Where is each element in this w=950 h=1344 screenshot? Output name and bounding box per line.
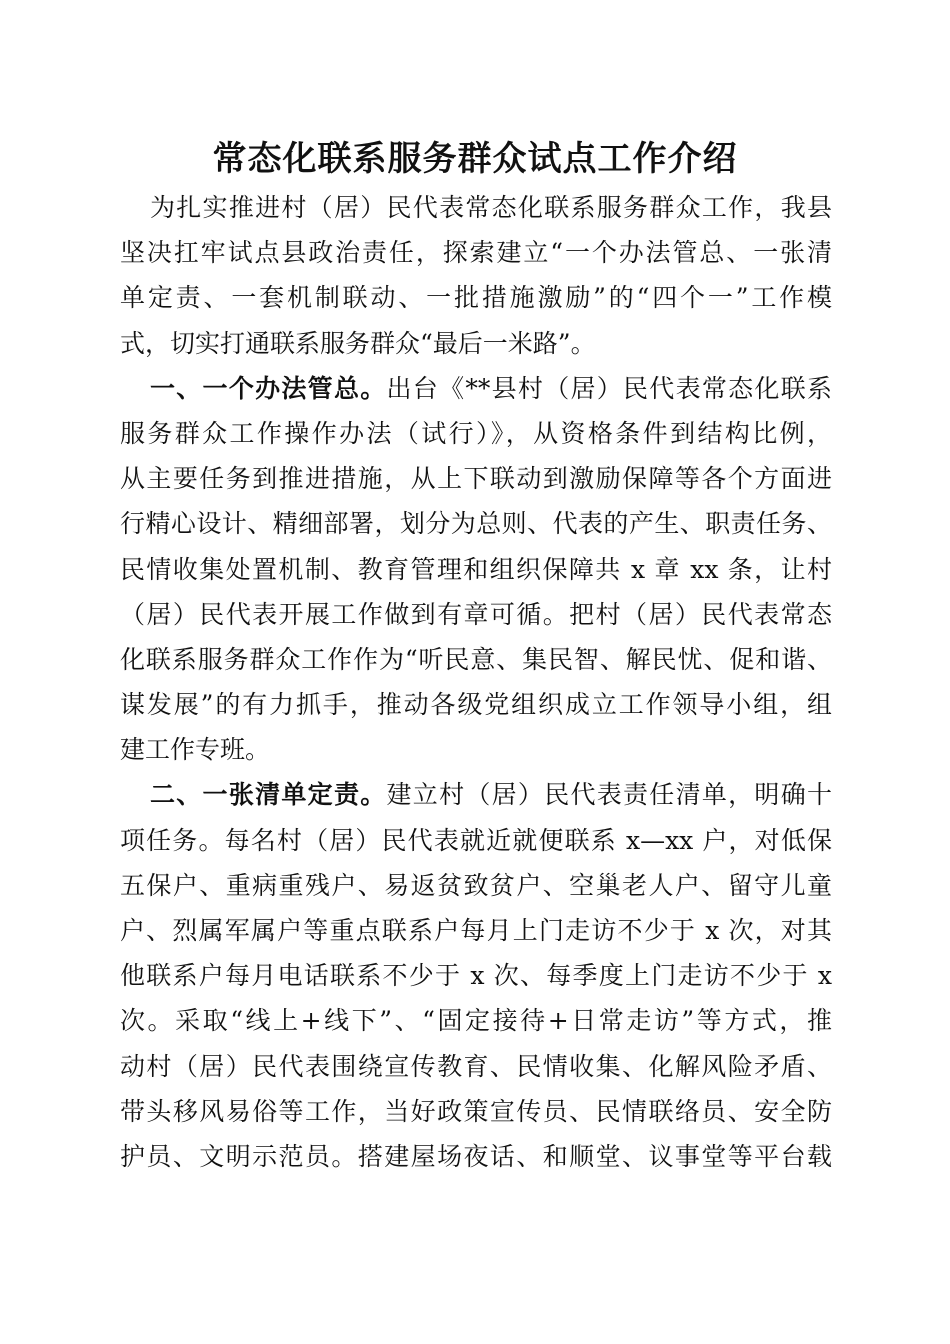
text-line	[120, 456, 832, 501]
paragraph	[120, 366, 832, 773]
text-line	[120, 772, 832, 817]
line-text: 户、烈属军属户等重点联系户每月上门走访不少于 x 次，对其	[120, 916, 832, 945]
text-line	[120, 818, 832, 863]
paragraph	[120, 772, 832, 1179]
line-text: 单定责、一套机制联动、一批措施激励”的“四个一”工作模	[120, 283, 832, 313]
line-text: 建工作专班。	[120, 735, 271, 765]
line-text: （居）民代表开展工作做到有章可循。把村（居）民代表常态	[120, 599, 832, 629]
text-line	[120, 908, 832, 953]
text-line	[120, 411, 832, 456]
line-text: 他联系户每月电话联系不少于 x 次、每季度上门走访不少于 x	[120, 961, 832, 991]
text-line	[120, 682, 832, 727]
text-line	[120, 727, 832, 772]
document-body	[120, 185, 832, 1179]
line-text: 服务群众工作操作办法（试行）》，从资格条件到结构比例，	[120, 418, 832, 448]
text-line	[120, 1134, 832, 1179]
text-line	[120, 1089, 832, 1134]
line-text: 五保户、重病重残户、易返贫致贫户、空巢老人户、留守儿童	[120, 870, 832, 900]
paragraph	[120, 185, 832, 366]
document-title: 常态化联系服务群众试点工作介绍	[212, 139, 738, 179]
line-text: 式，切实打通联系服务群众“最后一米路”。	[120, 328, 596, 358]
line-text: 化联系服务群众工作作为“听民意、集民智、解民忧、促和谐、	[120, 644, 832, 674]
line-text: 带头移风易俗等工作，当好政策宣传员、民情联络员、安全防	[120, 1096, 832, 1126]
line-text: 项任务。每名村（居）民代表就近就便联系 x—xx 户，对低保	[120, 825, 832, 855]
text-line	[120, 637, 832, 682]
text-line	[120, 863, 832, 908]
line-text: 坚决扛牢试点县政治责任，探索建立“一个办法管总、一张清	[120, 238, 832, 268]
text-line	[120, 185, 832, 230]
text-line	[120, 275, 832, 320]
line-text: 从主要任务到推进措施，从上下联动到激励保障等各个方面进	[120, 464, 832, 494]
section-heading: 二、一张清单定责。	[150, 780, 387, 810]
text-line	[120, 998, 832, 1043]
line-text: 民情收集处置机制、教育管理和组织保障共 x 章 xx 条，让村	[120, 554, 832, 584]
line-text: 次。采取“线上+线下”、“固定接待+日常走访”等方式，推	[120, 1006, 832, 1036]
line-text: 建立村（居）民代表责任清单，明确十	[386, 780, 832, 810]
text-line	[120, 321, 832, 366]
text-line	[120, 547, 832, 592]
text-line	[120, 366, 832, 411]
section-heading: 一、一个办法管总。	[150, 373, 387, 403]
text-line	[120, 230, 832, 275]
line-text: 出台《**县村（居）民代表常态化联系	[386, 373, 832, 403]
line-text: 动村（居）民代表围绕宣传教育、民情收集、化解风险矛盾、	[120, 1051, 832, 1081]
line-text: 护员、文明示范员。搭建屋场夜话、和顺堂、议事堂等平台载	[120, 1141, 832, 1171]
line-text: 谋发展”的有力抓手，推动各级党组织成立工作领导小组，组	[120, 690, 832, 720]
text-line	[120, 501, 832, 546]
line-text: 行精心设计、精细部署，划分为总则、代表的产生、职责任务、	[120, 509, 832, 539]
text-line	[120, 1044, 832, 1089]
text-line	[120, 592, 832, 637]
line-text: 为扎实推进村（居）民代表常态化联系服务群众工作，我县	[150, 193, 832, 222]
text-line	[120, 953, 832, 998]
